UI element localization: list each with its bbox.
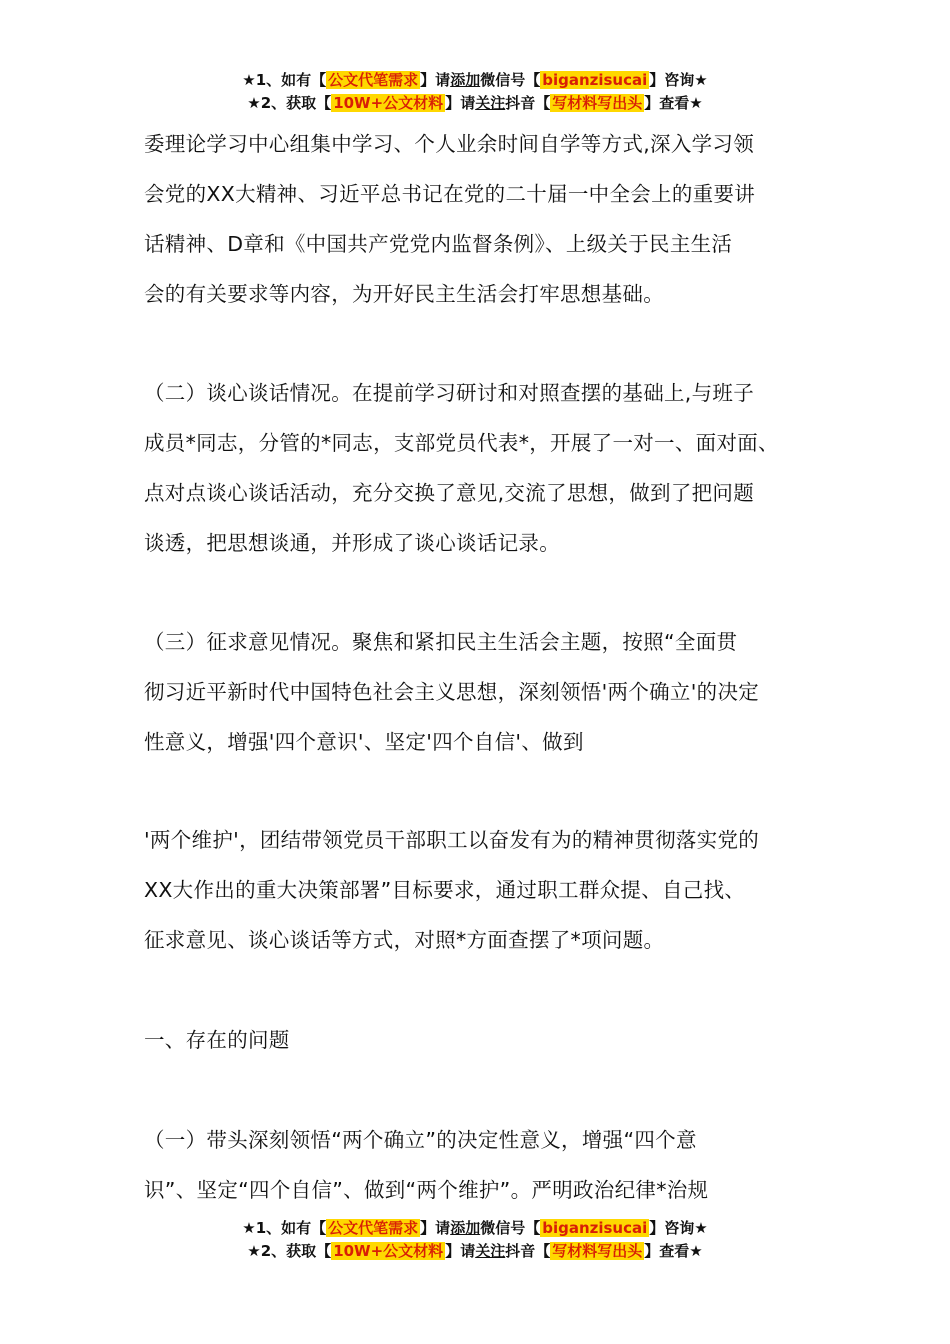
paragraph-study: 委理论学习中心组集中学习、个人业余时间自学等方式,深入学习领 会党的XX大精神、习近平总书记在党的二十届一中全会上的重要讲 话精神、D章和《中国共产党党内监督条例》、上级关于民主生活 会的有关要求等内容，为开好民主生活会打牢思想基础。 <box>144 132 756 306</box>
highlight-materials: 10W+公文材料 <box>333 1242 444 1260</box>
bottom-banner <box>0 1217 950 1263</box>
highlight-materials: 10W+公文材料 <box>333 94 444 112</box>
paragraph-opinions: （三）征求意见情况。聚焦和紧扣民主生活会主题，按照“全面贯 彻习近平新时代中国特色社会主义思想，深刻领悟'两个确立'的决定 性意义，增强'四个意识'、坚定'四个自信'、做到 <box>144 630 760 754</box>
top-banner <box>0 69 950 115</box>
banner-line-1: ★1、如有【 公文代笔需求 】请添加微信号【 biganzisucai 】咨询★ <box>242 71 708 89</box>
banner-line-1: ★1、如有【 公文代笔需求 】请添加微信号【 biganzisucai 】咨询★ <box>242 1219 708 1237</box>
paragraph-talks: （二）谈心谈话情况。在提前学习研讨和对照查摆的基础上,与班子 成员*同志，分管的*同志，支部党员代表*，开展了一对一、面对面、 点对点谈心谈话活动，充分交换了意见,交流了思想，做到了把问题 谈透，把思想谈通，并形成了谈心谈话记录。 <box>144 381 779 555</box>
highlight-service: 公文代笔需求 <box>328 71 419 89</box>
section-heading-problems: 一、存在的问题 <box>144 1028 290 1052</box>
highlight-douyin: 写材料写出头 <box>552 94 643 112</box>
paragraph-opinions-continued: '两个维护'，团结带领党员干部职工以奋发有为的精神贯彻落实党的 XX大作出的重大决策部署”目标要求，通过职工群众提、自己找、 征求意见、谈心谈话等方式，对照*方面查摆了*项问题。 <box>144 828 760 952</box>
highlight-wechat-id: biganzisucai <box>542 1219 648 1237</box>
highlight-wechat-id: biganzisucai <box>542 71 648 89</box>
highlight-service: 公文代笔需求 <box>328 1219 419 1237</box>
banner-line-2: ★2、获取【 10W+公文材料 】请关注抖音【 写材料写出头 】查看★ <box>247 94 703 112</box>
banner-line-2: ★2、获取【 10W+公文材料 】请关注抖音【 写材料写出头 】查看★ <box>247 1242 703 1260</box>
paragraph-problem-one: （一）带头深刻领悟“两个确立”的决定性意义，增强“四个意 识”、坚定“四个自信”、做到“两个维护”。严明政治纪律*治规 <box>144 1128 709 1202</box>
highlight-douyin: 写材料写出头 <box>552 1242 643 1260</box>
